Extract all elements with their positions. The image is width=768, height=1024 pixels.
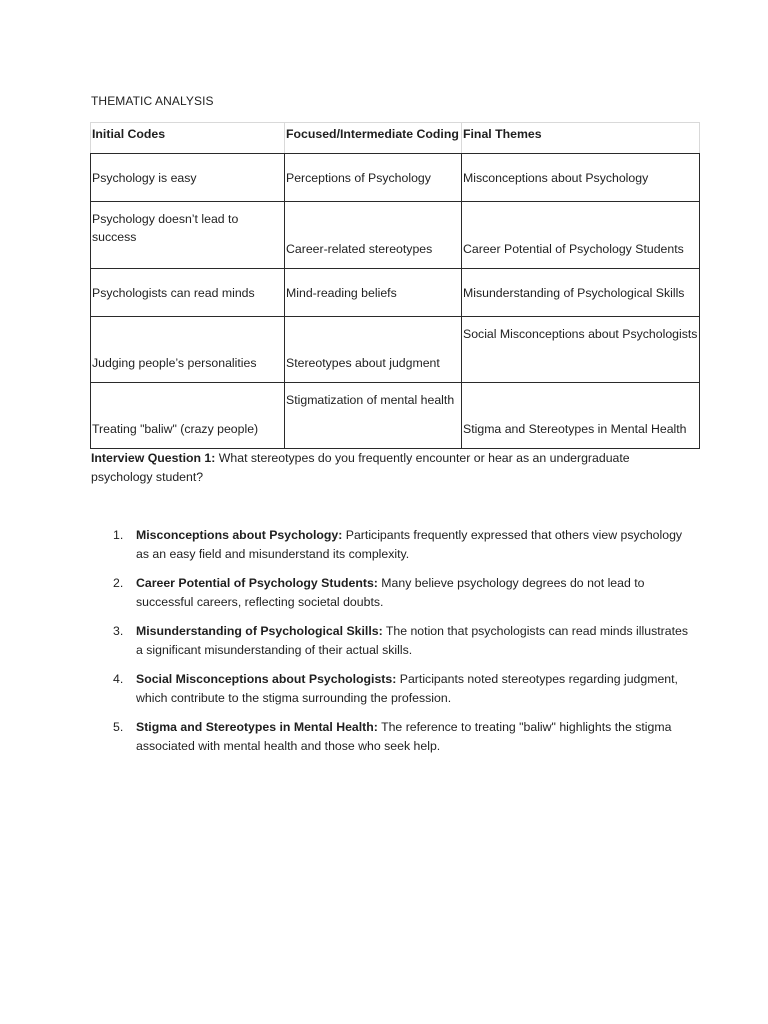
table-cell: Psychologists can read minds [91, 269, 285, 317]
theme-title: Social Misconceptions about Psychologists: [136, 672, 397, 686]
header-final-themes: Final Themes [462, 123, 700, 154]
table-cell: Psychology doesn’t lead to success [91, 202, 285, 269]
list-item [91, 526, 691, 564]
theme-text: The reference to treating "baliw" highlights the stigma associated with mental health and those who seek help. [136, 720, 672, 753]
table-cell: Stereotypes about judgment [285, 317, 462, 383]
list-number: 2. [113, 576, 124, 590]
list-item [91, 574, 691, 612]
themes-list [91, 526, 691, 766]
table-cell: Social Misconceptions about Psychologists [462, 317, 700, 383]
table-cell: Misconceptions about Psychology [462, 154, 700, 202]
table-row [91, 317, 700, 383]
table-cell: Treating "baliw" (crazy people) [91, 383, 285, 449]
theme-title: Career Potential of Psychology Students: [136, 576, 378, 590]
header-focused-coding: Focused/Intermediate Coding [285, 123, 462, 154]
question-label: Interview Question 1: [91, 451, 216, 465]
table-cell: Mind-reading beliefs [285, 269, 462, 317]
table-row [91, 154, 700, 202]
list-number: 5. [113, 720, 124, 734]
theme-text: Participants noted stereotypes regarding judgment, which contribute to the stigma surrounding the profession. [136, 672, 678, 705]
question-text: What stereotypes do you frequently encounter or hear as an undergraduate psychology student? [91, 451, 630, 484]
theme-title: Misunderstanding of Psychological Skills: [136, 624, 383, 638]
list-item [91, 670, 691, 708]
theme-title: Stigma and Stereotypes in Mental Health: [136, 720, 378, 734]
list-item [91, 718, 691, 756]
table-cell: Career-related stereotypes [285, 202, 462, 269]
theme-title: Misconceptions about Psychology: [136, 528, 343, 542]
list-number: 3. [113, 624, 124, 638]
interview-question [91, 449, 691, 487]
table-cell: Career Potential of Psychology Students [462, 202, 700, 269]
theme-text: Many believe psychology degrees do not lead to successful careers, reflecting societal doubts. [136, 576, 645, 609]
table-cell: Stigma and Stereotypes in Mental Health [462, 383, 700, 449]
table-cell: Stigmatization of mental health [285, 383, 462, 449]
table-row [91, 383, 700, 449]
list-item [91, 622, 691, 660]
table-row [91, 269, 700, 317]
list-number: 1. [113, 528, 124, 542]
table-cell: Misunderstanding of Psychological Skills [462, 269, 700, 317]
thematic-analysis-table [90, 122, 700, 449]
header-initial-codes: Initial Codes [91, 123, 285, 154]
document-title: THEMATIC ANALYSIS [91, 94, 214, 108]
theme-text: Participants frequently expressed that others view psychology as an easy field and misunderstand its complexity. [136, 528, 683, 561]
table-header-row [91, 123, 700, 154]
list-number: 4. [113, 672, 124, 686]
table-cell: Psychology is easy [91, 154, 285, 202]
table-cell: Perceptions of Psychology [285, 154, 462, 202]
theme-text: The notion that psychologists can read minds illustrates a significant misunderstanding of their actual skills. [136, 624, 688, 657]
table-cell: Judging people’s personalities [91, 317, 285, 383]
table-row [91, 202, 700, 269]
